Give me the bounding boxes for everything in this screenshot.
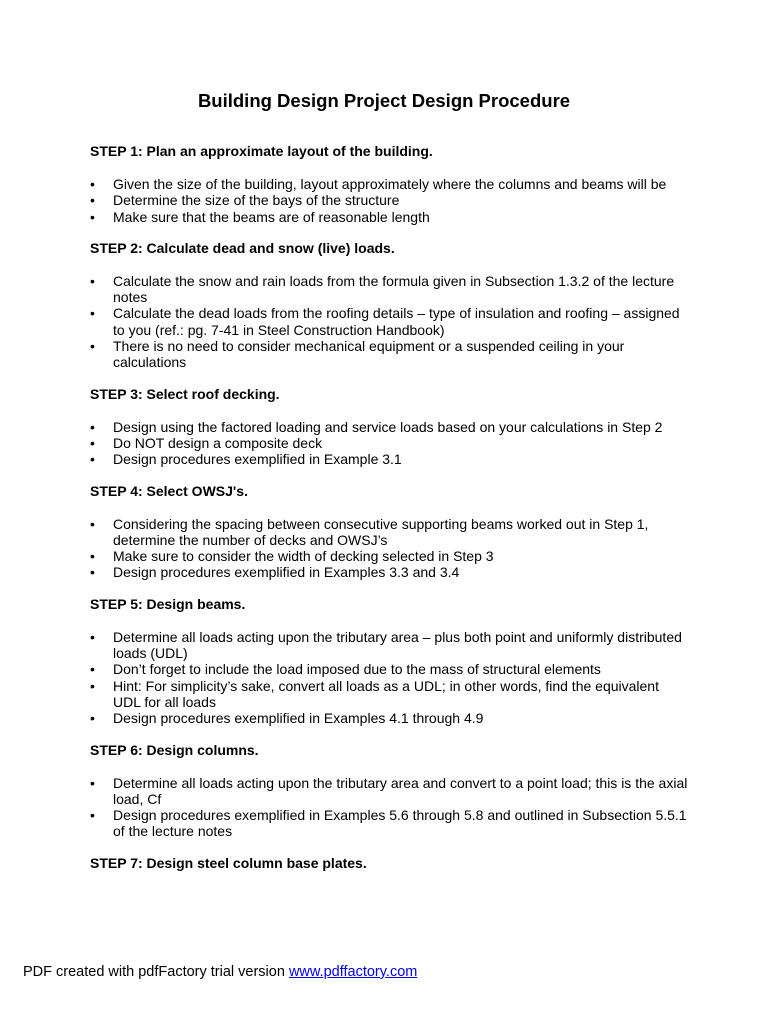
bullet-item — [90, 338, 690, 371]
bullet-text: Considering the spacing between consecutive supporting beams worked out in Step 1, determine the number of decks and OWSJ’s — [113, 515, 649, 548]
bullet-icon: • — [90, 305, 95, 322]
bullet-icon: • — [90, 272, 95, 289]
bullet-item — [90, 678, 690, 711]
bullet-item — [90, 192, 690, 208]
bullet-text: Determine all loads acting upon the tributary area and convert to a point load; this is the axial load, Cf — [113, 774, 688, 807]
bullet-item — [90, 564, 690, 580]
bullet-item — [90, 807, 690, 840]
bullet-text: Design procedures exemplified in Examples 3.3 and 3.4 — [113, 564, 460, 581]
bullet-icon: • — [90, 774, 95, 791]
bullet-item — [90, 435, 690, 451]
page-title: Building Design Project Design Procedure — [197, 90, 571, 111]
bullet-item — [90, 273, 690, 306]
bullet-icon: • — [90, 192, 95, 209]
bullet-text: Hint: For simplicity’s sake, convert all loads as a UDL; in other words, find the equivalent UDL for all loads — [113, 677, 659, 710]
bullet-item — [90, 629, 690, 662]
bullet-text: Make sure that the beams are of reasonable length — [113, 208, 430, 225]
bullet-item — [90, 710, 690, 726]
footer-link[interactable]: www.pdffactory.com — [288, 964, 418, 980]
bullet-icon: • — [90, 628, 95, 645]
bullet-item — [90, 419, 690, 435]
bullet-icon: • — [90, 451, 95, 468]
bullet-icon: • — [90, 548, 95, 565]
bullet-icon: • — [90, 434, 95, 451]
bullet-icon: • — [90, 208, 95, 225]
bullet-list — [90, 629, 690, 727]
bullet-icon: • — [90, 338, 95, 355]
step-heading: STEP 4: Select OWSJ's. — [90, 482, 248, 499]
bullet-text: Calculate the snow and rain loads from the formula given in Subsection 1.3.2 of the lecture notes — [113, 272, 675, 306]
bullet-text: Calculate the dead loads from the roofing details – type of insulation and roofing – assigned to you (ref.: pg. 7-41 in Steel Construction Handbook) — [113, 305, 680, 338]
step-heading: STEP 6: Design columns. — [90, 741, 259, 758]
step-heading: STEP 7: Design steel column base plates. — [90, 854, 367, 871]
bullet-text: Design using the factored loading and service loads based on your calculations in Step 2 — [113, 418, 663, 435]
bullet-item — [90, 176, 690, 192]
bullet-item — [90, 516, 690, 549]
bullet-icon: • — [90, 418, 95, 435]
bullet-icon: • — [90, 807, 95, 824]
bullet-list — [90, 273, 690, 371]
bullet-text: Make sure to consider the width of decking selected in Step 3 — [113, 548, 494, 565]
step-heading: STEP 2: Calculate dead and snow (live) loads. — [90, 239, 395, 256]
pdf-footer — [23, 964, 417, 980]
bullet-list — [90, 775, 690, 840]
footer-text: PDF created with pdfFactory trial version — [23, 964, 289, 980]
bullet-icon: • — [90, 564, 95, 581]
bullet-text: Determine all loads acting upon the tributary area – plus both point and uniformly distributed loads (UDL) — [113, 628, 682, 662]
bullet-text: There is no need to consider mechanical equipment or a suspended ceiling in your calculations — [113, 338, 625, 371]
bullet-text: Determine the size of the bays of the structure — [113, 192, 400, 209]
bullet-text: Design procedures exemplified in Examples 5.6 through 5.8 and outlined in Subsection 5.5.1 of the lecture notes — [113, 807, 687, 840]
bullet-list — [90, 176, 690, 225]
bullet-list — [90, 516, 690, 581]
bullet-item — [90, 661, 690, 677]
bullet-item — [90, 451, 690, 467]
bullet-text: Do NOT design a composite deck — [113, 434, 323, 451]
bullet-text: Design procedures exemplified in Examples 4.1 through 4.9 — [113, 710, 484, 727]
bullet-item — [90, 209, 690, 225]
bullet-item — [90, 305, 690, 338]
bullet-icon: • — [90, 710, 95, 727]
bullet-list — [90, 419, 690, 468]
step-heading: STEP 5: Design beams. — [90, 595, 246, 612]
bullet-text: Don’t forget to include the load imposed due to the mass of structural elements — [113, 661, 601, 678]
bullet-icon: • — [90, 176, 95, 192]
bullet-icon: • — [90, 661, 95, 678]
bullet-text: Given the size of the building, layout approximately where the columns and beams will be — [113, 176, 667, 192]
procedure-content — [90, 143, 690, 888]
step-heading: STEP 3: Select roof decking. — [90, 385, 280, 402]
step-heading: STEP 1: Plan an approximate layout of the building. — [90, 143, 433, 159]
bullet-item — [90, 548, 690, 564]
bullet-icon: • — [90, 677, 95, 694]
bullet-text: Design procedures exemplified in Example 3.1 — [113, 451, 402, 468]
bullet-icon: • — [90, 515, 95, 532]
bullet-item — [90, 775, 690, 808]
